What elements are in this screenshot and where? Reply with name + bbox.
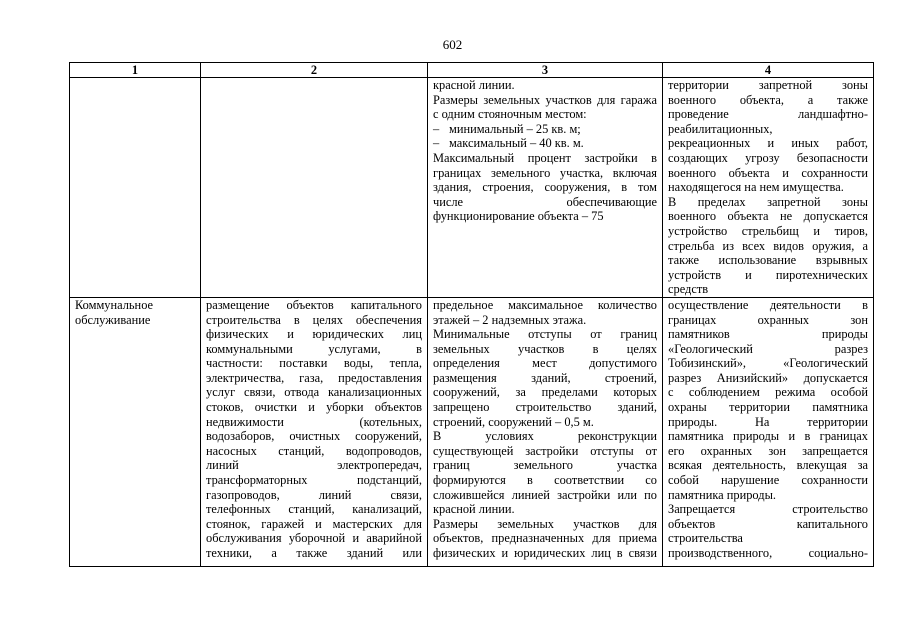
bullet-item xyxy=(433,136,657,151)
cell-text-line: «Геологический разрез xyxy=(668,341,868,356)
cell-text-line: запрещено строительство зданий, xyxy=(433,400,657,415)
cell-text-line: коммунальными услугами, в xyxy=(206,341,422,356)
cell-text-line: средств xyxy=(668,282,709,297)
cell-text-line: разрез Анизийский» допускается xyxy=(668,370,868,385)
cell-text-line: стрельба из всех видов оружия, а xyxy=(668,238,868,253)
cell-text-line: физических и юридических лиц в связи xyxy=(433,546,657,560)
cell-text-line: военного объекта не допускается xyxy=(668,209,868,224)
cell-text-line: частности: поставки воды, тепла, xyxy=(206,356,422,371)
cell-text-line: памятника природы. xyxy=(668,487,776,502)
cell-text-line: водозаборов, очистных сооружений, xyxy=(206,429,422,444)
cell-text-line: функционирование объекта – 75 xyxy=(433,209,604,224)
cell-text-line: Размеры земельных участков для xyxy=(433,516,657,531)
row-2-col-1 xyxy=(70,297,201,566)
cell-text-line: размещение объектов капитального xyxy=(206,297,422,312)
cell-text-line: рекреационных и иных работ, xyxy=(668,136,868,151)
bullet-dash: – xyxy=(433,136,440,151)
cell-text-line: предельное максимальное количество xyxy=(433,297,657,312)
row-2-col-4 xyxy=(663,297,874,566)
cell-text-line: производственного, социально- xyxy=(668,546,868,560)
cell-text-line: телефонных станций, канализаций, xyxy=(206,502,422,517)
row-2-col-2 xyxy=(201,297,428,566)
cell-text-line: военного объекта и сохранности xyxy=(668,165,868,180)
cell-text-line: его охранных зон запрещается xyxy=(668,443,868,458)
cell-text-line: формируются в соответствии со xyxy=(433,473,657,488)
cell-text-line: стоков, очистки и уборки объектов xyxy=(206,400,422,415)
table-row xyxy=(70,297,874,566)
cell-text-line: устройств и пиротехнических xyxy=(668,267,868,282)
cell-text-line: устройство стрельбищ и тиров, xyxy=(668,223,868,238)
column-header: 2 xyxy=(201,63,428,78)
cell-text-line: стоянок, гаражей и мастерских для xyxy=(206,516,422,531)
page-number: 602 xyxy=(442,37,463,52)
cell-text-line: с соблюдением режима особой xyxy=(668,385,868,400)
table-header-row xyxy=(70,63,874,78)
table-row xyxy=(70,78,874,298)
cell-text-line: границах охранных зон xyxy=(668,312,868,327)
cell-text-line: недвижимости (котельных, xyxy=(206,414,422,429)
cell-text-line: В условиях реконструкции xyxy=(433,429,657,444)
cell-text-line: красной линии. xyxy=(433,78,515,92)
cell-text-line: определения мест допустимого xyxy=(433,356,657,371)
cell-text-line: Минимальные отступы от границ xyxy=(433,327,657,342)
bullet-item xyxy=(433,122,657,137)
cell-text-line: границах земельного участка, включая xyxy=(433,165,657,180)
cell-text-line: В пределах запретной зоны xyxy=(668,194,868,209)
cell-text-line: осуществление деятельности в xyxy=(668,297,868,312)
cell-text-line: Размеры земельных участков для гаража xyxy=(433,92,657,107)
cell-text-line: техники, а также зданий или xyxy=(206,546,422,560)
bullet-text: минимальный – 25 кв. м; xyxy=(449,121,581,136)
cell-text-line: земельных участков в целях xyxy=(433,341,657,356)
zoning-table xyxy=(69,62,874,567)
cell-text-line: территории запретной зоны xyxy=(668,78,868,92)
row-1-col-1 xyxy=(70,78,201,298)
cell-text-line: физических и юридических лиц xyxy=(206,327,422,342)
cell-text-line: линий электропередач, xyxy=(206,458,422,473)
cell-text-line: этажей – 2 надземных этажа. xyxy=(433,312,587,327)
row-1-col-4 xyxy=(663,78,874,298)
cell-text-line: Тобизинский», «Геологический xyxy=(668,356,868,371)
cell-text-line: Максимальный процент застройки в xyxy=(433,150,657,165)
cell-text-line: проведение ландшафтно- xyxy=(668,107,868,122)
bullet-dash: – xyxy=(433,121,440,136)
cell-text-line: насосных станций, водопроводов, xyxy=(206,443,422,458)
cell-text-line: строительства xyxy=(668,531,743,546)
cell-text-line: создающих угрозу безопасности xyxy=(668,150,868,165)
cell-text-line: всякая деятельность, влекущая за xyxy=(668,458,868,473)
cell-text-line: строительства в целях обеспечения xyxy=(206,312,422,327)
cell-text-line: строений, сооружений – 0,5 м. xyxy=(433,414,594,429)
row-2-col-3 xyxy=(428,297,663,566)
service-name-line: обслуживание xyxy=(75,312,151,327)
cell-text-line: границ земельного участка xyxy=(433,458,657,473)
cell-text-line: электричества, газа, предоставления xyxy=(206,370,422,385)
cell-text-line: памятника природы и в границах xyxy=(668,429,868,444)
service-name-line: Коммунальное xyxy=(75,297,154,312)
column-header: 4 xyxy=(663,63,874,78)
cell-text-line: объектов капитального xyxy=(668,516,868,531)
cell-text-line: также использование взрывных xyxy=(668,253,868,268)
row-1-col-2 xyxy=(201,78,428,298)
cell-text-line: существующей застройки отступы от xyxy=(433,443,657,458)
cell-text-line: газопроводов, линий связи, xyxy=(206,487,422,502)
cell-text-line: памятников природы xyxy=(668,327,868,342)
column-header: 3 xyxy=(428,63,663,78)
cell-text-line: числе обеспечивающие xyxy=(433,194,657,209)
bullet-text: максимальный – 40 кв. м. xyxy=(449,136,584,151)
cell-text-line: сооружений, за пределами которых xyxy=(433,385,657,400)
cell-text-line: обслуживания уборочной и аварийной xyxy=(206,531,422,546)
cell-text-line: находящегося на нем имущества. xyxy=(668,180,844,195)
cell-text-line: услуг связи, отвода канализационных xyxy=(206,385,422,400)
cell-text-line: охраны территории памятника xyxy=(668,400,868,415)
cell-text-line: собой нарушение сохранности xyxy=(668,473,868,488)
row-1-col-3 xyxy=(428,78,663,298)
cell-text-line: военного объекта, а также xyxy=(668,92,868,107)
cell-text-line: размещения зданий, строений, xyxy=(433,370,657,385)
column-header: 1 xyxy=(70,63,201,78)
cell-text-line: с одним стояночным местом: xyxy=(433,107,587,122)
cell-text-line: природы. На территории xyxy=(668,414,868,429)
cell-text-line: красной линии. xyxy=(433,502,515,517)
cell-text-line: здания, строения, сооружения, в том xyxy=(433,180,657,195)
cell-text-line: объектов, предназначенных для приема xyxy=(433,531,657,546)
cell-text-line: трансформаторных подстанций, xyxy=(206,473,422,488)
cell-text-line: реабилитационных, xyxy=(668,121,773,136)
cell-text-line: сложившейся линией застройки или по xyxy=(433,487,657,502)
cell-text-line: Запрещается строительство xyxy=(668,502,868,517)
